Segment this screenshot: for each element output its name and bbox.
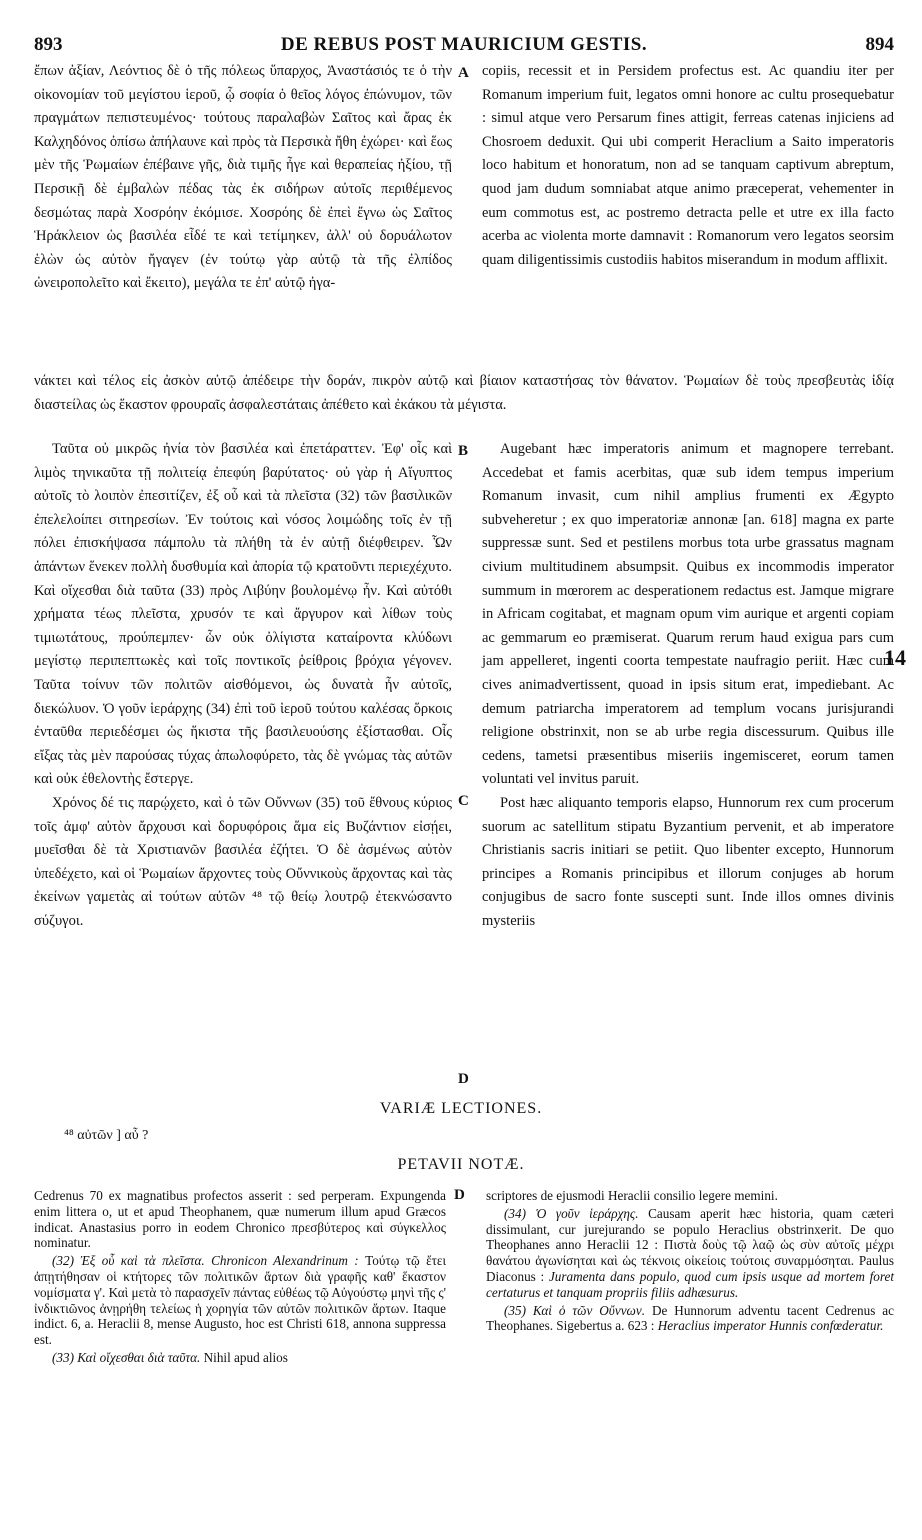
latin-paragraph: Post hæc aliquanto temporis elapso, Hunnorum rex cum procerum suorum ac satellitum stipatu Byzantium pervenit, et ab imperatore Christianis sacris initiari se petiit. Quo libenter excepto, Hunnorum principes a Romanis principibus et illorum conjuges ab horum conjugibus de sacro fonte suscepti sunt. Inde illos omnes divinis mysteriis bbox=[482, 794, 894, 929]
text-section-2 bbox=[34, 438, 906, 1098]
latin-paragraph: copiis, recessit et in Persidem profectus est. Ac quandiu iter per Romanum imperium fuit, legatos omni honore ac cultu prosequebatur : simul atque vero Persarum fines attigit, ferreas catenas injiciens ad Chosroem deduxit. Qui ubi comperit Heraclium a Saito imperatoris loco habitum et honoratum, non ad se tanquam captivum abreptum, quod jam dudum somniabat atque animo præceperat, vehementer in eum commotus est, ac postremo detracta pelle et utre ex illa facto acerba ac violenta morte damnavit : Romanorum vero legatos seorsim quam diligentissimis custodiis habitos miserandum in modum afflixit. bbox=[482, 63, 894, 268]
note-lemma: (34) Ὁ γοῦν ἱεράρχης. bbox=[504, 1205, 639, 1221]
note-paragraph: scriptores de ejusmodi Heraclii consilio legere memini. bbox=[486, 1188, 778, 1203]
latin-column bbox=[482, 438, 894, 933]
running-header bbox=[34, 34, 894, 56]
note-quote: Heraclius imperator Hunnis confœderatur. bbox=[654, 1318, 884, 1334]
full-width-greek bbox=[34, 370, 894, 432]
note-text: Τούτῳ τῷ ἔτει ἀπῃτήθησαν οἱ κτήτορες τῶν πολιτικῶν ἄρτων διὰ γραφῆς καθ' ἕκαστον νομίσματα γ'. Καὶ μετὰ τὸ παρασχεῖν πάντας εὐθέως τῷ Αὐγούστῳ μηνὶ τῆς ς' ἰνδικτιῶνος ἀνῃρήθη τελείως ἡ χορηγία τῶν αὐτῶν πολιτικῶν ἄρτων. Itaque indict. 6, a. Heraclii 8, mense Augusto, hoc est Christi 618, annona suppressa est. bbox=[34, 1253, 447, 1348]
text-section-1 bbox=[34, 60, 894, 366]
greek-paragraph-full: νάκτει καὶ τέλος εἰς ἀσκὸν αὐτῷ ἀπέδειρε τὴν δοράν, πικρὸν αὐτῷ καὶ βίαιον καταστήσας τὸν θάνατον. Ῥωμαίων δὲ τοὺς πρεσβευτὰς ἰδίᾳ διαστείλας ὡς ἕκαστον φρουραῖς ἀσφαλεστάταις ἀπέθετο καὶ ἐκάκου τὰ μέγιστα. bbox=[34, 373, 894, 413]
margin-marker-b: B bbox=[458, 443, 469, 459]
greek-paragraph: Χρόνος δέ τις παρῴχετο, καὶ ὁ τῶν Οὔννων (35) τοῦ ἔθνους κύριος τοῖς ἀμφ' αὐτὸν ἄρχουσι καὶ δορυφόροις ἅμα εἰς Βυζάντιον εἰσῄει, μυεῖσθαι δὲ τὰ Χριστιανῶν βασιλέα ἐζήτει. Ὁ δὲ ἀσμένως αὐτὸν ὑπεδέχετο, καὶ οἱ Ῥωμαίων ἄρχοντες τοὺς Οὔννικοὺς ἄρχοντας καὶ τὰς ἐκείνων γαμετὰς αἱ τούτων αὐτῶν ⁴⁸ τῷ θείῳ λουτρῷ ἐτεκνώσαντο σύζυγοι. bbox=[34, 794, 452, 929]
note-paragraph bbox=[486, 1206, 894, 1301]
page-number-left: 893 bbox=[34, 34, 63, 55]
variae-lectiones-heading: VARIÆ LECTIONES. bbox=[379, 1100, 543, 1117]
note-quote: Juramenta dans populo, quod cum ipsis usque ad mortem foret certaturus et tanquam propriis filiis adhæsurus. bbox=[486, 1268, 894, 1300]
greek-paragraph: ἔπων ἀξίαν, Λεόντιος δὲ ὁ τῆς πόλεως ὕπαρχος, Ἀναστάσιός τε ὁ τὴν οἰκονομίαν τοῦ μεγίστου ἱεροῦ, ᾧ σοφία ὁ θεῖος λόγος ἐπώνυμον, τῶν πραγμάτων πεπιστευμένος· τούτους παραλαβὼν Σαῖτος καὶ ἄρας ἐκ Καλχηδόνος ὀπίσω ἀπήλαυνε καὶ πρὸς τὰ Περσικὰ ἤθη ἐχώρει· καὶ ἕως μὲν τῆς Ῥωμαίων ἐπέβαινε γῆς, διὰ τιμῆς ἦγε καὶ θεραπείας ἠξίου, τῇ Περσικῇ δὲ ἐμβαλὼν πέδας τὰς ἐκ σιδήρων αὐτοῖς περιθέμενος δεσμώτας παρὰ Χοσρόην ἐκόμισε. Χοσρόης δὲ ἐπεὶ ἔγνω ὡς Σαῖτος Ἡράκλειον ὡς βασιλέα εἶδέ τε καὶ τετίμηκεν, ἀλλ' οὐ δορυάλωτον ἑλὼν ὡς αὐτὸν ἤγαγεν (ἐν τούτῳ γὰρ αὐτῷ τὰ τῆς ἐλπίδος ὠνειροπολεῖτο καὶ ἔκειτο), μεγάλα τε ἐπ' αὐτῷ ἠγα- bbox=[34, 63, 452, 292]
greek-column bbox=[34, 438, 452, 933]
note-paragraph bbox=[34, 1253, 446, 1348]
notes-left-column bbox=[34, 1188, 446, 1368]
note-text: Causam aperit hæc historia, quam cæteri dissimulant, cur jurejurando se populo Heraclius obstrinxerit. De quo Theophanes anno Heraclii 12 : Πιστὰ δοὺς τῷ λαῷ ὡς σὺν αὐτοῖς μέχρι θανάτου ἀγωνίσηται καὶ ὡς τέκνοις οἰκείοις τούτοις συναρμόσηται. Paulus Diaconus : bbox=[486, 1205, 895, 1284]
note-text: De Hunnorum adventu tacent Cedrenus ac Theophanes. Sigebertus a. 623 : bbox=[486, 1302, 894, 1334]
latin-column bbox=[482, 60, 894, 272]
margin-marker-d: D bbox=[454, 1187, 465, 1203]
margin-marker-d: D bbox=[458, 1071, 469, 1087]
note-lemma: (35) Καὶ ὁ τῶν Οὔννων. bbox=[504, 1302, 646, 1318]
note-paragraph bbox=[486, 1303, 894, 1335]
running-title: DE REBUS POST MAURICIUM GESTIS. bbox=[280, 34, 648, 55]
margin-marker-a: A bbox=[458, 65, 469, 81]
note-paragraph bbox=[34, 1350, 446, 1366]
note-lemma: (33) Καὶ οἴχεσθαι διὰ ταῦτα. bbox=[52, 1349, 201, 1365]
note-lemma: (32) Ἐξ οὗ καὶ τὰ πλεῖστα. Chronicon Alexandrinum : bbox=[52, 1253, 359, 1269]
greek-paragraph: Ταῦτα οὐ μικρῶς ἠνία τὸν βασιλέα καὶ ἐπετάραττεν. Ἐφ' οἷς καὶ λιμὸς τηνικαῦτα τῇ πολιτείᾳ ἐπεφύη βαρύτατος· οὐ γὰρ ἡ Αἴγυπτος αὐτοῖς τὸ λοιπὸν ἐπεσιτίζεν, ἐξ οὗ καὶ τὰ πλεῖστα (32) τῶν βασιλικῶν ἐπελελοίπει σιτηρεσίων. Ἐν τούτοις καὶ νόσος λοιμώδης τοῖς ἐν τῇ πόλει ἐπισκήψασα πάμπολυ τὰ πλήθη τὰ ἐν αὐτῇ διέφθειρεν. Ὧν ἁπάντων ἕνεκεν πολλὴ δυσθυμία καὶ ἀπορία τῷ κρατοῦντι περιεχέχυτο. Καὶ οἴχεσθαι διὰ ταῦτα (33) πρὸς Λιβύην βουλομένῳ ἦν. Καὶ αὐτόθι χρήματα τέως πλεῖστα, χρυσόν τε καὶ ἄργυρον καὶ λίθων τοὺς τιμιωτάτους, προύπεμπεν· ὧν οὐκ ὀλίγιστα καταίροντα κλύδωνι μεγίστῳ περιπεπτωκὲς καὶ τοῖς ποντικοῖς ῥείθροις βρόχια γέγονεν. Ταῦτα τοίνυν τῶν πολιτῶν αἰσθόμενοι, ὡς δυνατὰ ἦν αὐτοῖς, διεκώλυον. Ὁ γοῦν ἱεράρχης (34) ἐπὶ τοῦ ἱεροῦ τούτου καλέσας ὅρκοις ἐνταῦθα περιεδέσμει ὡς ἥκιστα τῆς βασιλευούσης ἐξίστασθαι. Οἷς εἴξας τὰς μὲν παρούσας τύχας ἀπωλοφύρετο, τὰς δὲ γνώμας τὰς αὐτῶν καὶ οὐκ ἐθελοντὴς ἔστεργε. bbox=[34, 441, 452, 788]
latin-paragraph: Augebant hæc imperatoris animum et magnopere terrebant. Accedebat et famis acerbitas, quæ sub idem tempus imperium Romanum invasit, cum nihil amplius frumenti ex Ægypto subveheretur ; ex quo imperatoriæ annonæ [an. 618] magna ex parte suppressæ sunt. Sed et pestilens morbus tota urbe grassatus magnam civium multitudinem absumpsit. Quibus ex incommodis imperator summum in mœrorem ac desperationem redactus est. Jamque migrare in Africam cogitabat, et magnam opum vim aurique et argenti copiam ac gemmarum eo præmiserat. Quarum rerum haud exigua pars cum jam appelleret, ingenti coorta tempestate naufragio periit. Hæc cum cives animadvertissent, quoad in ipsis situm erat, impediebant. Ac demum patriarcha imperatorem ad templum vocans jurisjurandi religione obstrinxit, non se ab urbe regia discessurum. Quibus ille cedens, tametsi præsentibus miseriis ingemisceret, eorum tamen voluntati vel invitus paruit. bbox=[482, 441, 894, 788]
signature-mark: 14 bbox=[884, 645, 906, 670]
margin-marker-c: C bbox=[458, 793, 469, 809]
variant-reading-note: ⁴⁸ αὐτῶν ] αὖ ? bbox=[64, 1128, 149, 1143]
note-paragraph: Cedrenus 70 ex magnatibus profectos asserit : sed perperam. Expungenda enim littera ο, ut et apud Theophanem, quæ numerum illum apud Græcos indicat. Anastasius porro in eodem Chronico πρεσβύτερος καὶ σύγκελλος nominatur. bbox=[34, 1188, 446, 1251]
greek-column bbox=[34, 60, 452, 296]
petavii-notae-heading: PETAVII NOTÆ. bbox=[397, 1156, 525, 1173]
notes-section bbox=[34, 1188, 894, 1518]
page-number-right: 894 bbox=[865, 34, 894, 55]
note-text: Nihil apud alios bbox=[200, 1349, 288, 1365]
notes-right-column bbox=[486, 1188, 894, 1336]
